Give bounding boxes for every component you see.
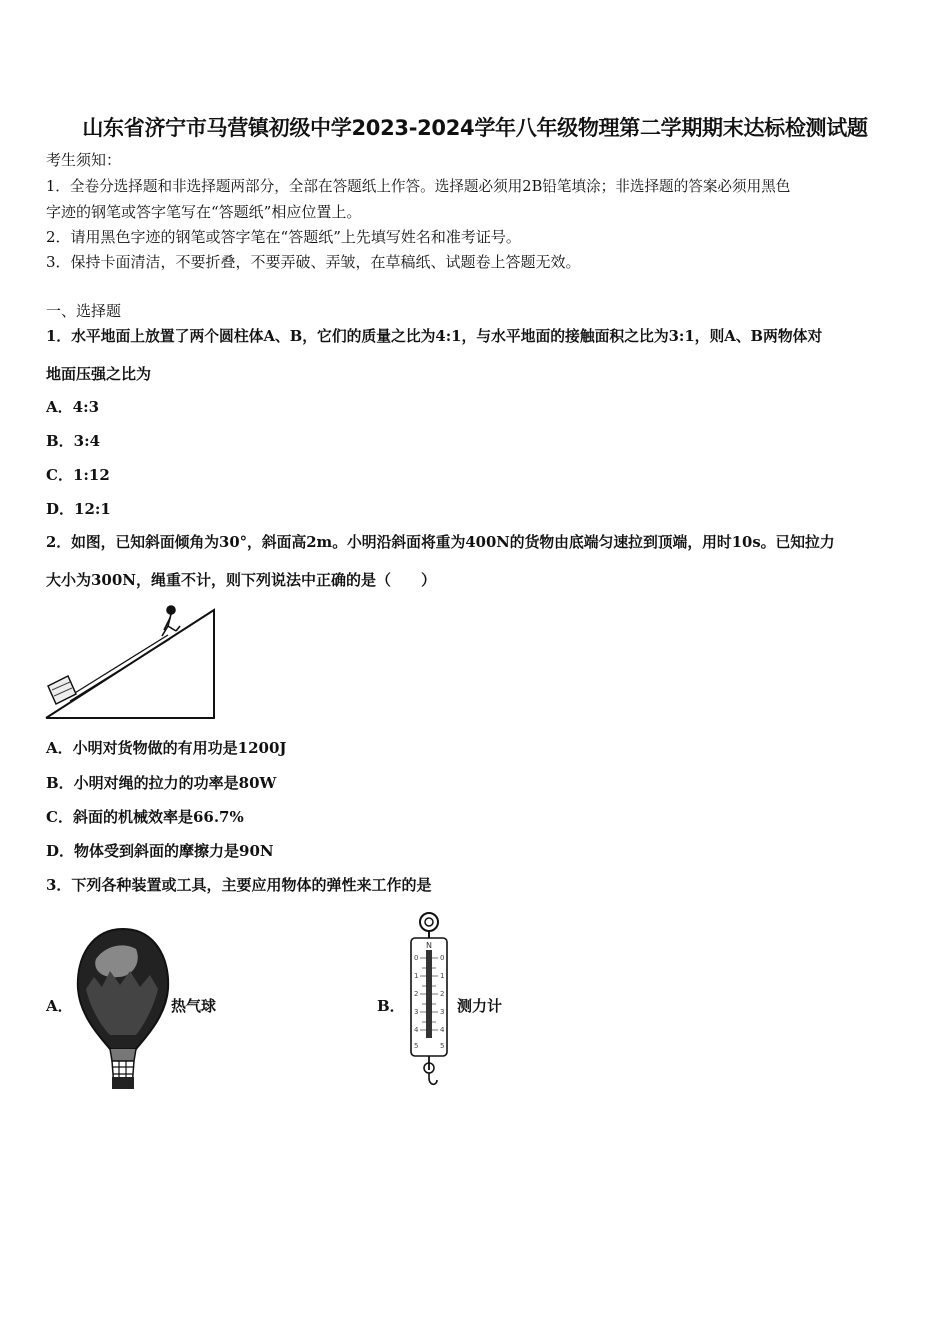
scale-left-4: 4 [414,1026,419,1034]
notice-heading: 考生须知： [46,151,122,169]
person-pulling-icon [162,606,180,636]
q1-option-b[interactable]: B．3:4 [46,432,101,450]
q2-stem-line-1: 2．如图，已知斜面倾角为30°，斜面高2m。小明沿斜面将重为400N的货物由底端匀速拉到顶端，用时10s。已知拉力 [46,534,835,551]
q1-stem-line-1: 1．水平地面上放置了两个圆柱体A、B，它们的质量之比为4:1，与水平地面的接触面积之比为3:1，则A、B两物体对 [46,328,823,345]
hot-air-balloon-icon [74,927,172,1092]
scale-right-0: 0 [440,954,445,962]
scale-left-3: 3 [414,1008,419,1016]
q3-option-b-letter[interactable]: B． [377,997,405,1015]
q3-option-a-letter[interactable]: A． [46,997,73,1015]
q1-stem-line-2: 地面压强之比为 [46,365,152,383]
q3-option-b-text: 测力计 [457,997,503,1015]
scale-left-1: 1 [414,972,419,980]
scale-right-3: 3 [440,1008,445,1016]
q1-option-d[interactable]: D．12:1 [46,500,111,518]
scale-unit-label: N [426,941,432,950]
q2-option-c[interactable]: C．斜面的机械效率是66.7% [46,808,244,826]
page-title: 山东省济宁市马营镇初级中学2023-2024学年八年级物理第二学期期末达标检测试题 [82,116,868,140]
section-heading: 一、选择题 [46,302,122,320]
scale-right-2: 2 [440,990,445,998]
scale-right-4: 4 [440,1026,445,1034]
scale-left-2: 2 [414,990,419,998]
notice-line-1b: 字迹的钢笔或答字笔写在“答题纸”相应位置上。 [46,203,362,221]
notice-line-2: 2．请用黑色字迹的钢笔或答字笔在“答题纸”上先填写姓名和准考证号。 [46,228,521,246]
scale-left-5: 5 [414,1042,419,1050]
q3-option-a-text: 热气球 [171,997,217,1015]
notice-line-3: 3．保持卡面清洁，不要折叠，不要弄破、弄皱，在草稿纸、试题卷上答题无效。 [46,253,581,271]
q1-option-a[interactable]: A．4:3 [46,398,100,416]
scale-right-5: 5 [440,1042,445,1050]
spring-scale-icon [405,910,453,1092]
q2-option-b[interactable]: B．小明对绳的拉力的功率是80W [46,774,277,792]
notice-line-1a: 1．全卷分选择题和非选择题两部分，全部在答题纸上作答。选择题必须用2B铅笔填涂；非选择题的答案必须用黑色 [46,178,791,195]
scale-left-0: 0 [414,954,419,962]
scale-right-1: 1 [440,972,445,980]
q3-stem: 3．下列各种装置或工具，主要应用物体的弹性来工作的是 [46,876,432,894]
q2-option-d[interactable]: D．物体受到斜面的摩擦力是90N [46,842,274,860]
incline-figure [40,598,220,723]
q2-option-a[interactable]: A．小明对货物做的有用功是1200J [46,739,287,757]
q2-stem-line-2: 大小为300N，绳重不计，则下列说法中正确的是（ ） [46,571,437,589]
q1-option-c[interactable]: C．1:12 [46,466,110,484]
